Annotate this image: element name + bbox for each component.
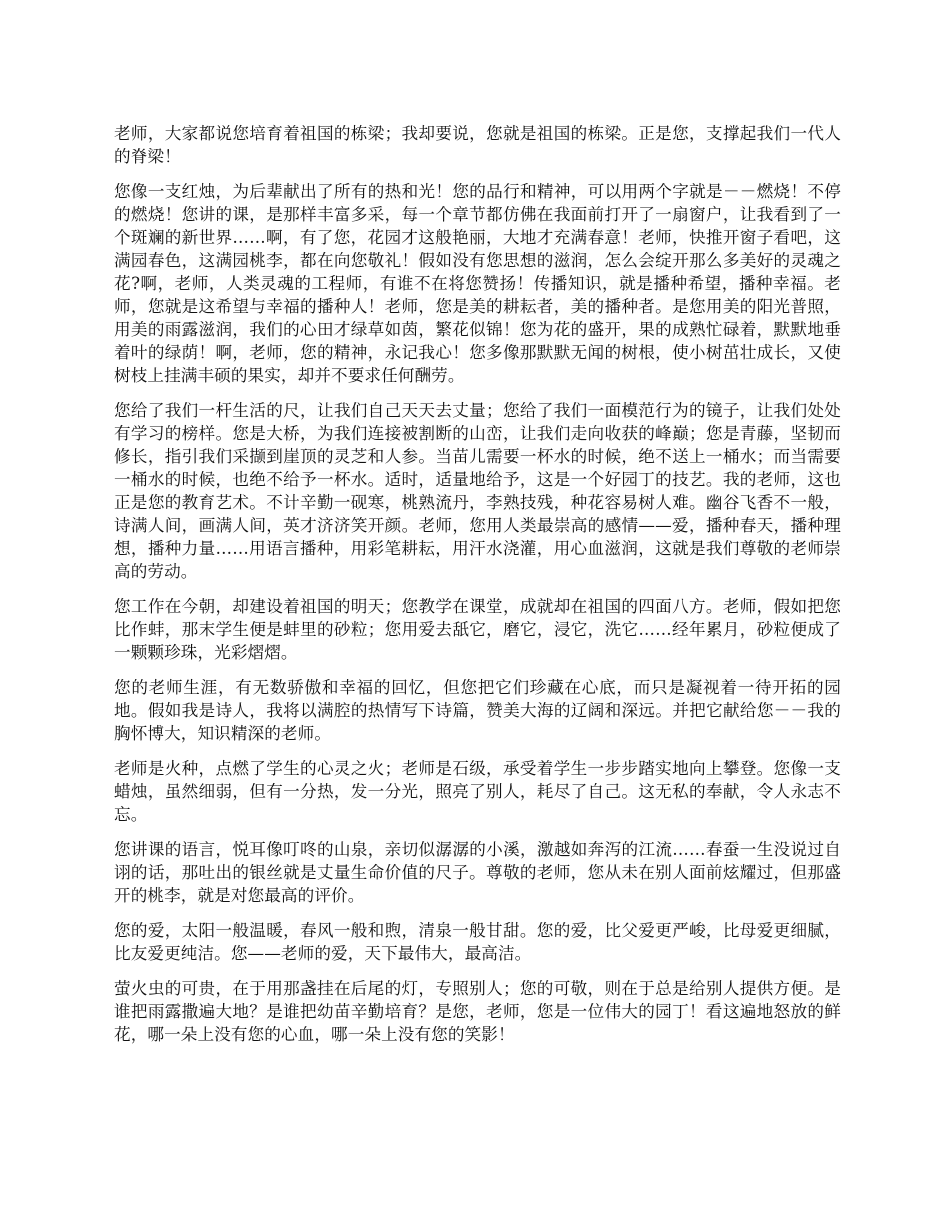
paragraph-9: 萤火虫的可贵，在于用那盏挂在后尾的灯，专照别人；您的可敬，则在于总是给别人提供方便。是谁把雨露撒遍大地？是谁把幼苗辛勤培育？是您，老师，您是一位伟大的园丁！看这遍地怒放的鲜花，哪一朵上没有您的心血，哪一朵上没有您的笑影！ xyxy=(114,979,841,1044)
paragraph-5: 您的老师生涯，有无数骄傲和幸福的回忆，但您把它们珍藏在心底，而只是凝视着一待开拓的园地。假如我是诗人，我将以满腔的热情写下诗篇，赞美大海的辽阔和深远。并把它献给您－－我的胸怀博大，知识精深的老师。 xyxy=(114,678,841,743)
document-body xyxy=(114,122,841,1058)
paragraph-7: 您讲课的语言，悦耳像叮咚的山泉，亲切似潺潺的小溪，激越如奔泻的江流……春蚕一生没说过自诩的话，那吐出的银丝就是丈量生命价值的尺子。尊敬的老师，您从未在别人面前炫耀过，但那盛开的桃李，就是对您最高的评价。 xyxy=(114,840,841,905)
paragraph-2: 您像一支红烛，为后辈献出了所有的热和光！您的品行和精神，可以用两个字就是－－燃烧！不停的燃烧！您讲的课，是那样丰富多采，每一个章节都仿佛在我面前打开了一扇窗户，让我看到了一个斑斓的新世界……啊，有了您，花园才这般艳丽，大地才充满春意！老师，快推开窗子看吧，这满园春色，这满园桃李，都在向您敬礼！假如没有您思想的滋润，怎么会绽开那么多美好的灵魂之花?啊，老师，人类灵魂的工程师，有谁不在将您赞扬！传播知识，就是播种希望，播种幸福。老师，您就是这希望与幸福的播种人！老师，您是美的耕耘者，美的播种者。是您用美的阳光普照，用美的雨露滋润，我们的心田才绿草如茵，繁花似锦！您为花的盛开，果的成熟忙碌着，默默地垂着叶的绿荫！啊，老师，您的精神，永记我心！您多像那默默无闻的树根，使小树茁壮成长，又使树枝上挂满丰硕的果实，却并不要求任何酬劳。 xyxy=(114,182,841,385)
paragraph-4: 您工作在今朝，却建设着祖国的明天；您教学在课堂，成就却在祖国的四面八方。老师，假如把您比作蚌，那末学生便是蚌里的砂粒；您用爱去舐它，磨它，浸它，洗它……经年累月，砂粒便成了一颗颗珍珠，光彩熠熠。 xyxy=(114,597,841,662)
paragraph-3: 您给了我们一杆生活的尺，让我们自己天天去丈量；您给了我们一面模范行为的镜子，让我们处处有学习的榜样。您是大桥，为我们连接被割断的山峦，让我们走向收获的峰巅；您是青藤，坚韧而修长，指引我们采撷到崖顶的灵芝和人参。当苗儿需要一杯水的时候，绝不送上一桶水；而当需要一桶水的时候，也绝不给予一杯水。适时，适量地给予，这是一个好园丁的技艺。我的老师，这也正是您的教育艺术。不计辛勤一砚寒，桃熟流丹，李熟技残，种花容易树人难。幽谷飞香不一般，诗满人间，画满人间，英才济济笑开颜。老师，您用人类最崇高的感情——爱，播种春天，播种理想，播种力量……用语言播种，用彩笔耕耘，用汗水浇灌，用心血滋润，这就是我们尊敬的老师崇高的劳动。 xyxy=(114,401,841,581)
paragraph-6: 老师是火种，点燃了学生的心灵之火；老师是石级，承受着学生一步步踏实地向上攀登。您像一支蜡烛，虽然细弱，但有一分热，发一分光，照亮了别人，耗尽了自己。这无私的奉献，令人永志不忘。 xyxy=(114,759,841,824)
paragraph-1: 老师，大家都说您培育着祖国的栋梁；我却要说，您就是祖国的栋梁。正是您，支撑起我们一代人的脊梁！ xyxy=(114,124,841,166)
paragraph-8: 您的爱，太阳一般温暖，春风一般和煦，清泉一般甘甜。您的爱，比父爱更严峻，比母爱更细腻，比友爱更纯洁。您——老师的爱，天下最伟大，最高洁。 xyxy=(114,921,841,963)
